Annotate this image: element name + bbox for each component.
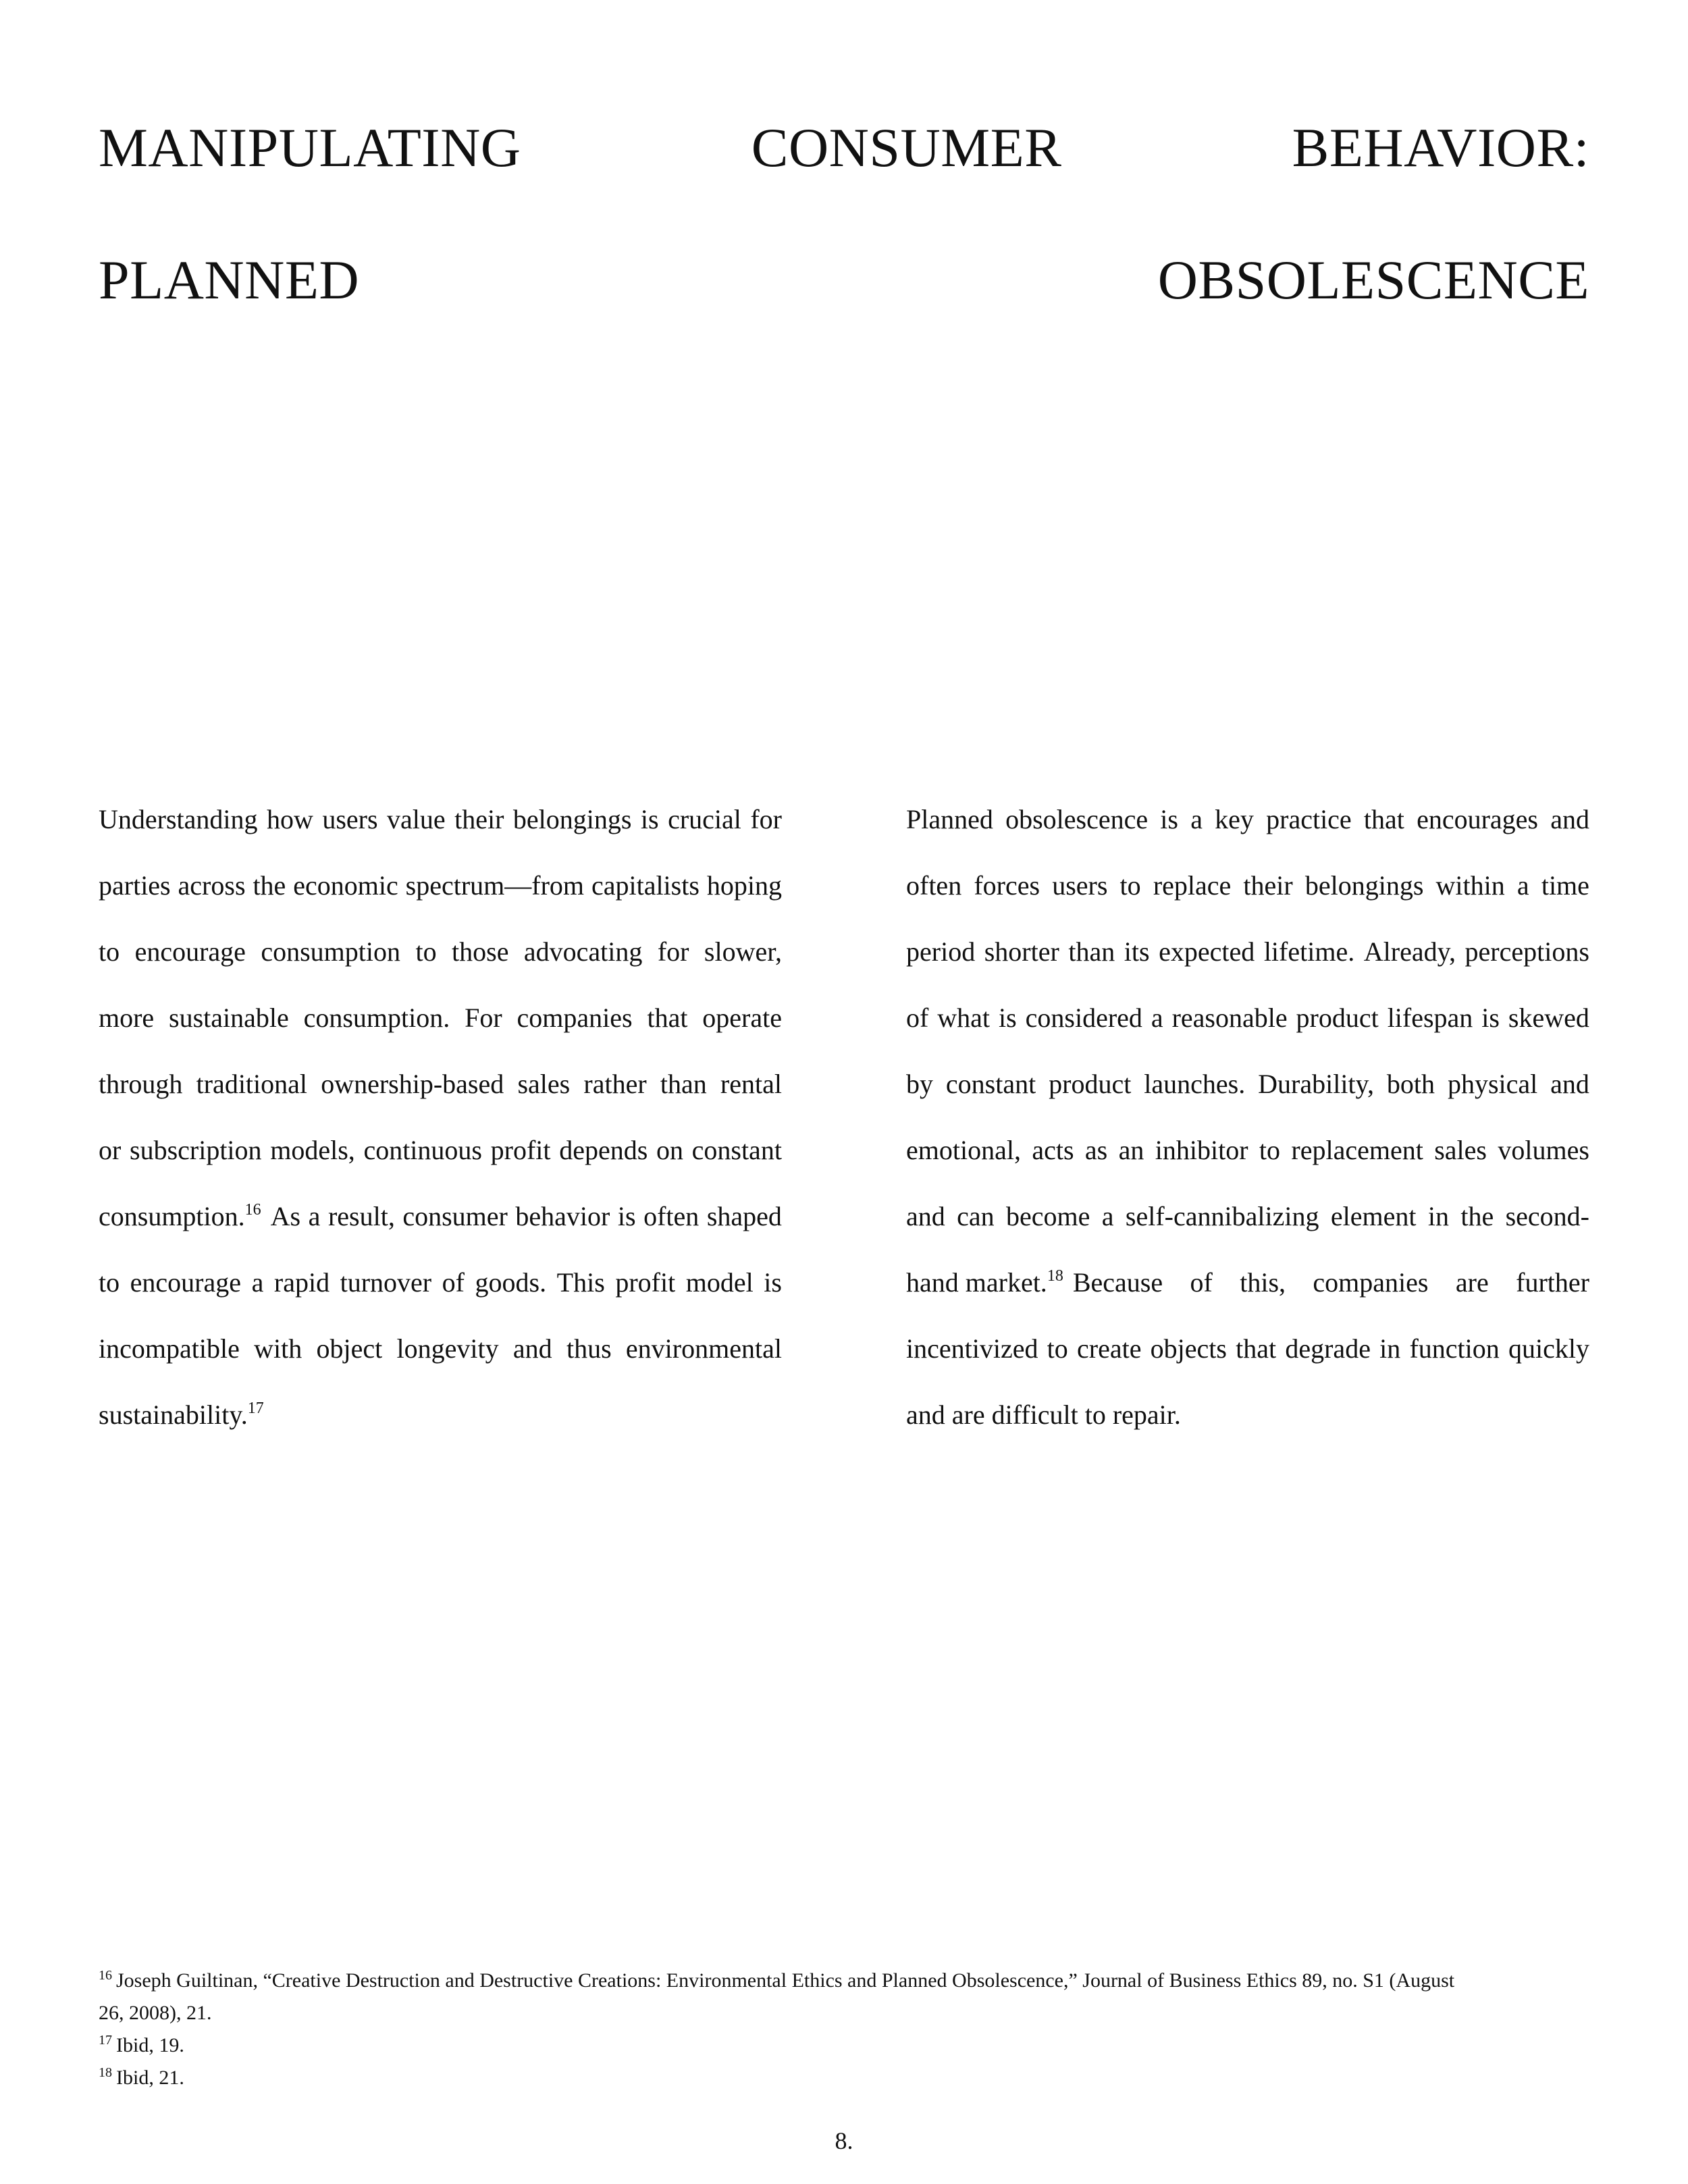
footnote-continuation: [99, 1997, 1589, 2029]
line-text: to encourage consumption to those advocating for slower,: [99, 936, 782, 967]
left-column-paragraph: [99, 795, 782, 1457]
line-text: sustainability.: [99, 1400, 248, 1430]
line-text: and can become a self-cannibalizing element in the second-: [906, 1201, 1589, 1231]
line-text: by constant product launches. Durability, both physical and: [906, 1069, 1589, 1099]
footnote-text: 26, 2008), 21.: [99, 2002, 212, 2024]
text-line: [99, 994, 782, 1060]
line-text: and are difficult to repair.: [906, 1400, 1181, 1430]
text-line: [99, 1060, 782, 1126]
footnote-ref-16: 16: [244, 1201, 261, 1219]
line-text: through traditional ownership-based sales rather than rental: [99, 1069, 782, 1099]
text-line: [99, 1126, 782, 1192]
footnote-ref-18: 18: [1047, 1267, 1063, 1285]
footnote-ref-17: 17: [247, 1400, 264, 1417]
text-line: [906, 1391, 1589, 1457]
line-text: As a result, consumer behavior is often shaped: [270, 1201, 782, 1231]
title-word: BEHAVIOR:: [1292, 117, 1589, 178]
footnote-text: Joseph Guiltinan, “Creative Destruction and Destructive Creations: Environmental Ethics and Planned Obsolescence,” Journal of Business Ethics 89, no. S1 (August: [116, 1969, 1455, 1992]
title-word: CONSUMER: [751, 117, 1062, 178]
line-text: period shorter than its expected lifetime. Already, perceptions: [906, 936, 1589, 967]
line-text: to encourage a rapid turnover of goods. This profit model is: [99, 1267, 782, 1298]
line-text: emotional, acts as an inhibitor to replacement sales volumes: [906, 1135, 1589, 1165]
footnote: [99, 2029, 1589, 2062]
line-lead: consumption.$^{16}$: [99, 1201, 261, 1231]
footnote-text: Ibid, 19.: [116, 2034, 184, 2056]
right-column-paragraph: [906, 795, 1589, 1457]
title-word: MANIPULATING: [99, 117, 521, 178]
line-text: or subscription models, continuous profit depends on constant: [99, 1135, 782, 1165]
text-line: [99, 1258, 782, 1325]
line-text: Because of this, companies are further: [1072, 1267, 1589, 1298]
line-lead: hand market.$^{18}$: [906, 1267, 1063, 1298]
text-line: [99, 861, 782, 928]
text-line: [906, 1060, 1589, 1126]
text-line: [906, 1258, 1589, 1325]
footnote-number: 17: [99, 2033, 112, 2048]
footnotes: [99, 1965, 1589, 2094]
text-line: [99, 1391, 782, 1457]
footnote-number: 16: [99, 1968, 112, 1983]
text-line: [906, 928, 1589, 994]
line-text: of what is considered a reasonable product lifespan is skewed: [906, 1003, 1589, 1033]
footnote: [99, 2062, 1589, 2094]
text-line: [906, 1192, 1589, 1258]
line-text: Understanding how users value their belongings is crucial for: [99, 804, 782, 834]
line-text: incentivized to create objects that degrade in function quickly: [906, 1333, 1589, 1364]
page-title-line-1: [99, 117, 1589, 178]
footnote-number: 18: [99, 2065, 112, 2080]
text-line: [906, 994, 1589, 1060]
line-text: more sustainable consumption. For companies that operate: [99, 1003, 782, 1033]
line-text: often forces users to replace their belongings within a time: [906, 870, 1589, 901]
line-text: Planned obsolescence is a key practice that encourages and: [906, 804, 1589, 834]
text-line: [99, 795, 782, 861]
line-text: incompatible with object longevity and thus environmental: [99, 1333, 782, 1364]
text-line: [906, 1325, 1589, 1391]
text-line: [906, 1126, 1589, 1192]
page-title-line-2: [99, 249, 1589, 311]
title-word: PLANNED: [99, 249, 360, 311]
footnote: [99, 1965, 1589, 1997]
text-line: [906, 795, 1589, 861]
line-text: parties across the economic spectrum—from capitalists hoping: [99, 870, 782, 901]
text-line: [99, 1192, 782, 1258]
text-line: [906, 861, 1589, 928]
page-number: 8.: [835, 2127, 853, 2154]
title-word: OBSOLESCENCE: [1157, 249, 1589, 311]
text-line: [99, 928, 782, 994]
text-line: [99, 1325, 782, 1391]
footnote-text: Ibid, 21.: [116, 2067, 184, 2089]
